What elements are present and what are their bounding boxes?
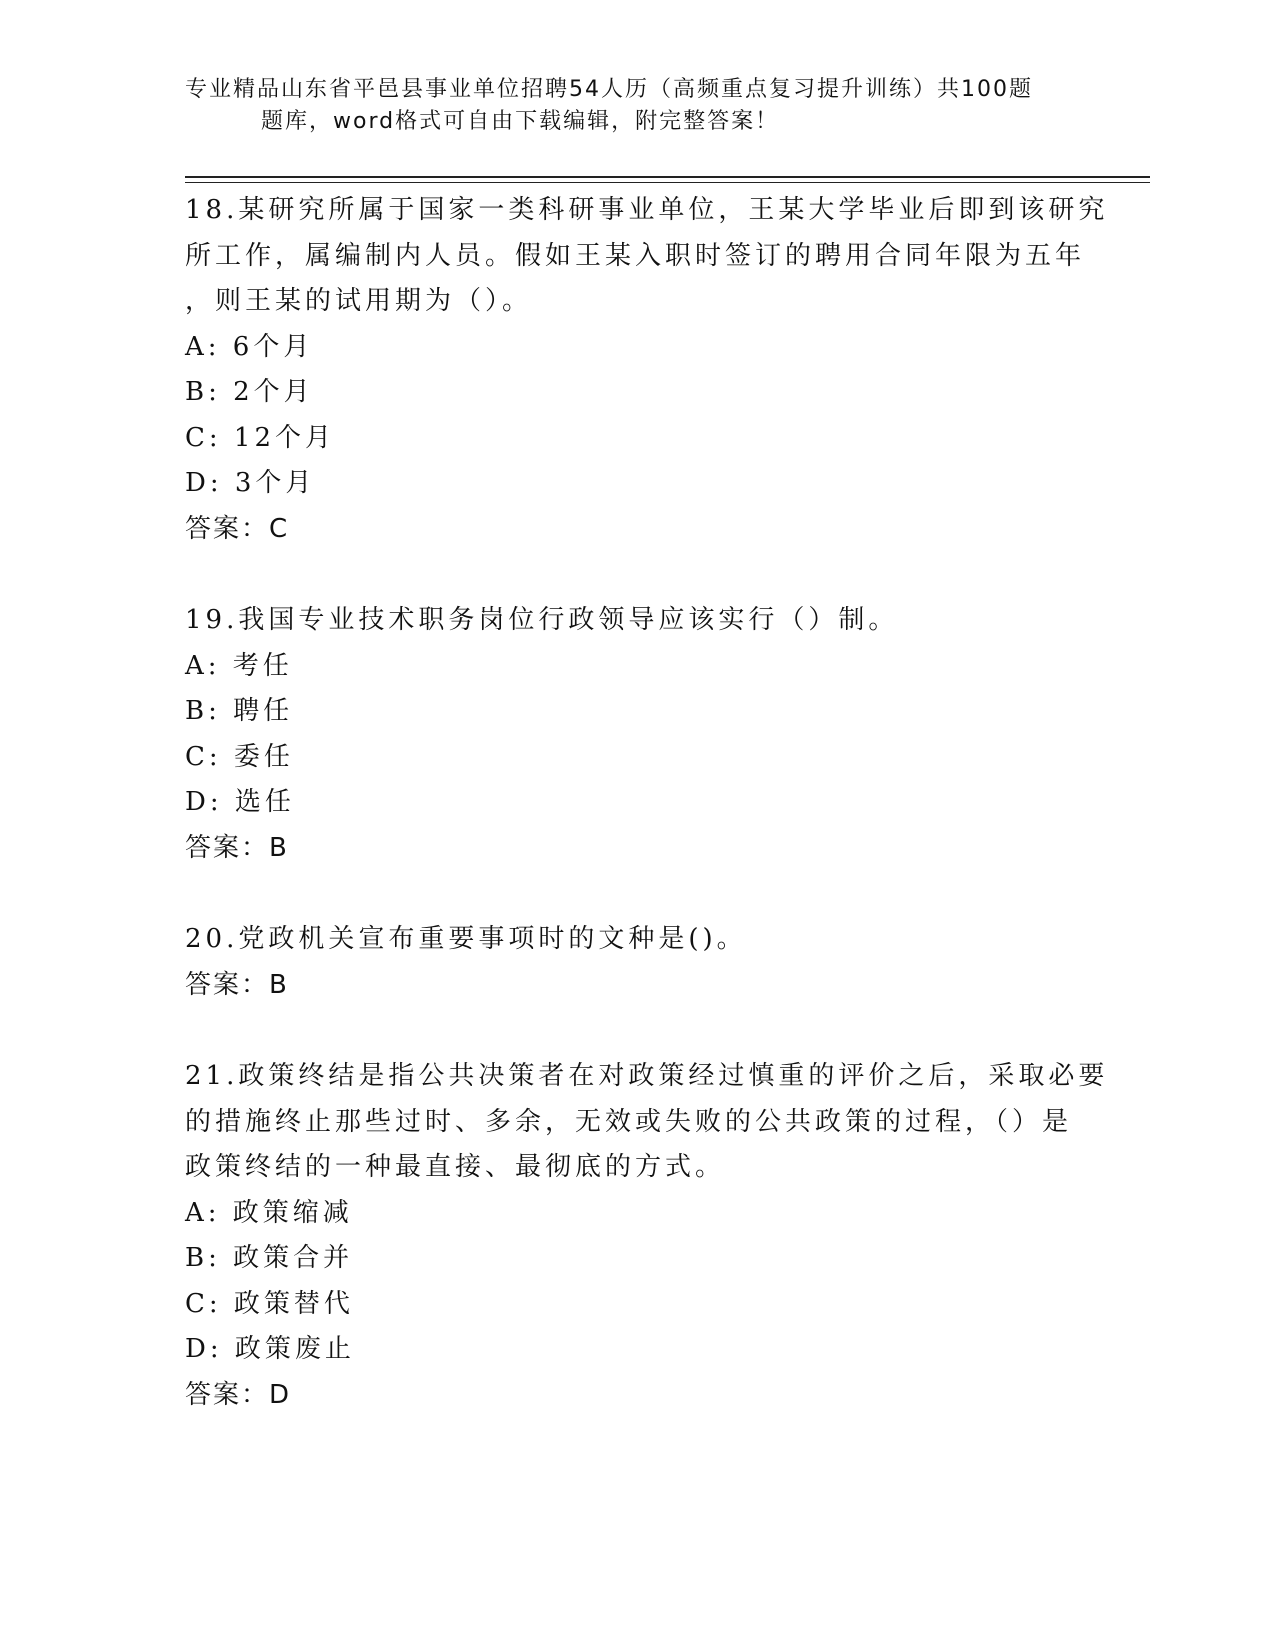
option-c: C: 委任 [185, 741, 294, 772]
option-c: C: 12个月 [185, 422, 336, 453]
question-text-line: 政策终结的一种最直接、最彻底的方式。 [185, 1152, 726, 1182]
question-text-line: 21.政策终结是指公共决策者在对政策经过慎重的评价之后，采取必要 [185, 1061, 1109, 1091]
question-list [185, 188, 1109, 1464]
question-text-line: 19.我国专业技术职务岗位行政领导应该实行（）制。 [185, 605, 899, 635]
header-divider-thick [185, 176, 1150, 178]
option-a: A: 政策缩减 [185, 1197, 353, 1228]
option-a: A: 考任 [185, 650, 293, 681]
question-text-line: 20.党政机关宣布重要事项时的文种是()。 [185, 924, 747, 954]
question-18 [185, 188, 1109, 552]
option-c: C: 政策替代 [185, 1288, 354, 1319]
question-text-line: 18.某研究所属于国家一类科研事业单位，王某大学毕业后即到该研究 [185, 195, 1109, 225]
option-a: A: 6个月 [185, 331, 314, 362]
option-b: B: 2个月 [185, 377, 314, 407]
question-19 [185, 598, 1085, 871]
header-title-line2: 题库，word格式可自由下载编辑，附完整答案！ [261, 109, 780, 134]
answer: 答案：B [185, 832, 289, 863]
option-d: D: 3个月 [185, 468, 316, 498]
question-text-line: 的措施终止那些过时、多余，无效或失败的公共政策的过程，（）是 [185, 1106, 1073, 1137]
header-title-line1: 专业精品山东省平邑县事业单位招聘54人历（高频重点复习提升训练）共100题 [185, 77, 1033, 102]
option-d: D: 选任 [185, 787, 295, 817]
document-header [185, 74, 1065, 138]
question-text-line: ，则王某的试用期为（）。 [185, 286, 533, 316]
question-21 [185, 1054, 1109, 1418]
answer: 答案：B [185, 969, 289, 1000]
answer: 答案：D [185, 1379, 292, 1410]
option-d: D: 政策废止 [185, 1334, 355, 1364]
answer: 答案：C [185, 513, 290, 544]
option-b: B: 聘任 [185, 696, 294, 726]
question-20 [185, 917, 1085, 1008]
option-b: B: 政策合并 [185, 1243, 354, 1273]
header-divider-thin [185, 182, 1150, 183]
question-text-line: 所工作，属编制内人员。假如王某入职时签订的聘用合同年限为五年 [185, 240, 1086, 271]
